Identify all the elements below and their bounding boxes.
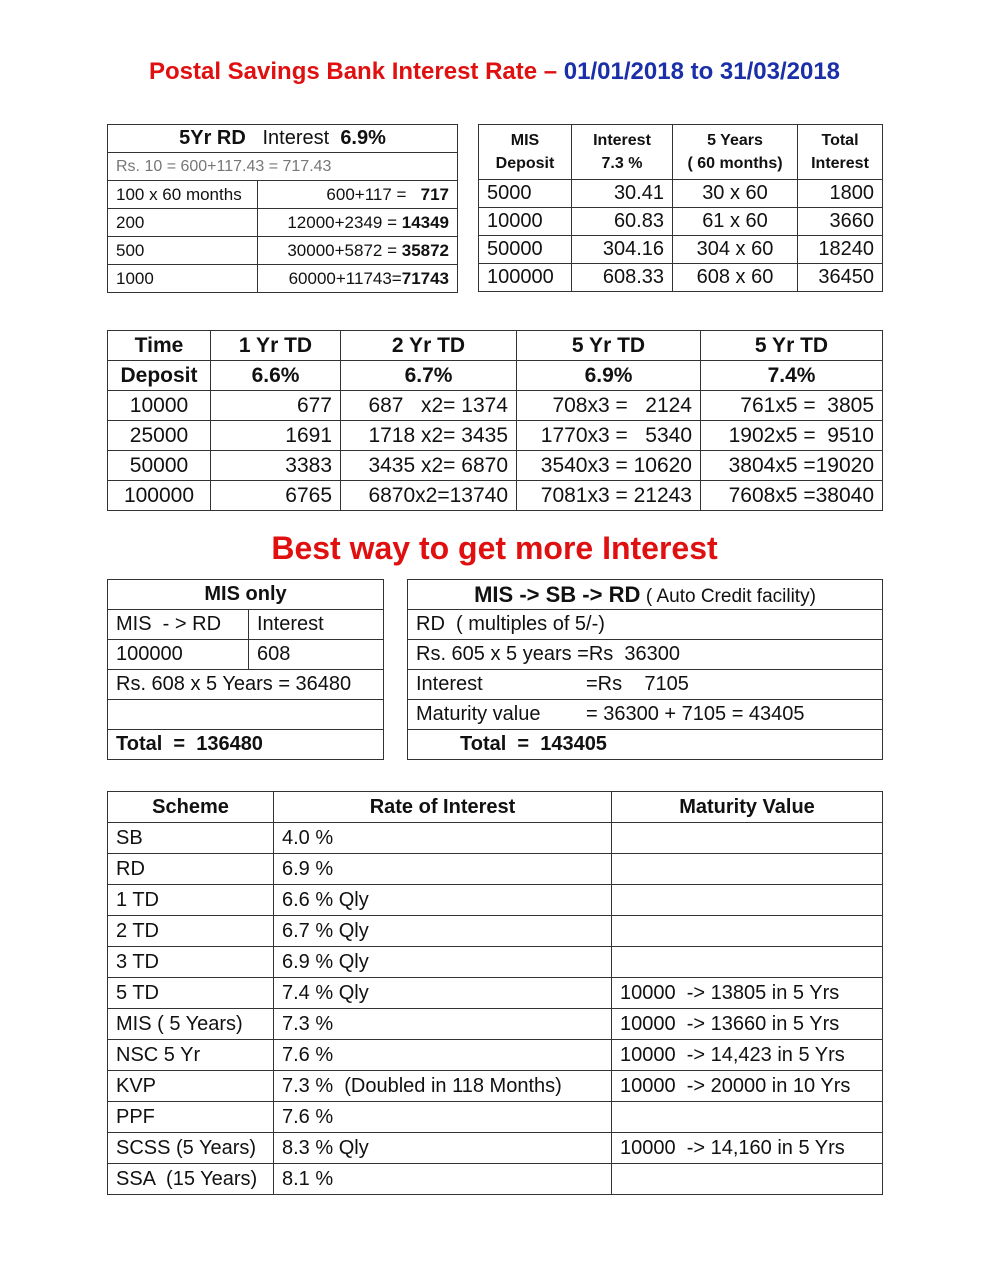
- scheme-maturity: [612, 854, 883, 885]
- table-row: [108, 916, 883, 947]
- table-row: [108, 391, 883, 421]
- td-header-row-2: [108, 361, 883, 391]
- td-cell: 1902x5 = 9510: [701, 421, 883, 451]
- td-cell: 25000: [108, 421, 211, 451]
- scheme-rate: 6.9 % Qly: [274, 947, 612, 978]
- table-row: [479, 208, 883, 236]
- mis-cell-deposit: 10000: [479, 208, 572, 236]
- rd-row-total: 71743: [401, 268, 450, 288]
- td-cell: 6870x2=13740: [341, 481, 517, 511]
- auto-line: Rs. 605 x 5 years =Rs 36300: [408, 640, 883, 670]
- scheme-maturity: [612, 823, 883, 854]
- rd-row-value: [258, 265, 458, 293]
- mis-header-total: [798, 125, 883, 180]
- auto-subtitle: ( Auto Credit facility): [645, 585, 816, 607]
- rd-header-rate: 6.9%: [340, 127, 386, 149]
- rd-header-row: [108, 125, 458, 153]
- table-row: [108, 610, 384, 640]
- mis-only-title: MIS only: [108, 580, 384, 610]
- mis-only-col1: MIS - > RD: [108, 610, 249, 640]
- mis-only-col2: Interest: [249, 610, 384, 640]
- table-row: [108, 481, 883, 511]
- td-cell: 708x3 = 2124: [517, 391, 701, 421]
- table-row: [108, 265, 458, 293]
- td-header-row-1: [108, 331, 883, 361]
- table-row: [479, 236, 883, 264]
- rd-row-label: 500: [108, 237, 258, 265]
- table-row: [108, 854, 883, 885]
- scheme-header-row: [108, 792, 883, 823]
- td-header-cell: 6.6%: [211, 361, 341, 391]
- td-cell: 3540x3 = 10620: [517, 451, 701, 481]
- mis-header-l2: ( 60 months): [687, 155, 783, 172]
- td-header-cell: 6.9%: [517, 361, 701, 391]
- scheme-maturity: 10000 -> 14,160 in 5 Yrs: [612, 1133, 883, 1164]
- scheme-header-cell: Maturity Value: [612, 792, 883, 823]
- table-row: [108, 1040, 883, 1071]
- td-cell: 1718 x2= 3435: [341, 421, 517, 451]
- rd-row-calc: 60000+11743=: [288, 268, 402, 288]
- mis-cell-total: 36450: [798, 264, 883, 292]
- auto-interest-value: =Rs 7105: [586, 673, 689, 695]
- rd-row-label: 100 x 60 months: [108, 181, 258, 209]
- rd-row-calc: 600+117 =: [326, 184, 407, 204]
- mis-only-amount: 100000: [108, 640, 249, 670]
- mis-header-l2: 7.3 %: [601, 155, 643, 172]
- rd-row-value: [258, 209, 458, 237]
- td-cell: 761x5 = 3805: [701, 391, 883, 421]
- table-row: [408, 670, 883, 700]
- auto-title-cell: [408, 580, 883, 610]
- mis-only-title-row: [108, 580, 384, 610]
- mis-cell-years: 304 x 60: [673, 236, 798, 264]
- scheme-rate: 4.0 %: [274, 823, 612, 854]
- td-header-cell: 6.7%: [341, 361, 517, 391]
- scheme-rate: 7.3 % (Doubled in 118 Months): [274, 1071, 612, 1102]
- table-row: [108, 421, 883, 451]
- mis-cell-interest: 30.41: [572, 180, 673, 208]
- page-title: [0, 58, 989, 86]
- scheme-rate: 6.9 %: [274, 854, 612, 885]
- auto-credit-table: [407, 579, 883, 760]
- rd-row-total: 35872: [401, 240, 450, 260]
- title-main: Postal Savings Bank Interest Rate: [148, 58, 538, 85]
- rd-header-cell: [108, 125, 458, 153]
- td-cell: 3435 x2= 6870: [341, 451, 517, 481]
- mis-cell-deposit: 50000: [479, 236, 572, 264]
- title-period: 01/01/2018 to 31/03/2018: [563, 58, 841, 85]
- rd-note-row: [108, 153, 458, 181]
- scheme-name: SCSS (5 Years): [108, 1133, 274, 1164]
- mis-header-deposit: [479, 125, 572, 180]
- td-cell: 687 x2= 1374: [341, 391, 517, 421]
- mis-cell-total: 3660: [798, 208, 883, 236]
- table-row: [408, 610, 883, 640]
- mis-header-l2: Interest: [811, 155, 869, 172]
- auto-interest-line: [408, 670, 883, 700]
- scheme-name: RD: [108, 854, 274, 885]
- scheme-maturity: [612, 947, 883, 978]
- mis-cell-years: 30 x 60: [673, 180, 798, 208]
- auto-interest-label: Interest: [416, 673, 483, 695]
- table-row: [108, 978, 883, 1009]
- scheme-maturity: 10000 -> 13805 in 5 Yrs: [612, 978, 883, 1009]
- table-row: [108, 451, 883, 481]
- table-row: [108, 823, 883, 854]
- scheme-name: 3 TD: [108, 947, 274, 978]
- table-row: [408, 640, 883, 670]
- td-cell: 677: [211, 391, 341, 421]
- table-row: [108, 1164, 883, 1195]
- scheme-rate: 7.3 %: [274, 1009, 612, 1040]
- table-row: [108, 1009, 883, 1040]
- table-row: [108, 1133, 883, 1164]
- scheme-maturity: [612, 885, 883, 916]
- rd-row-label: 1000: [108, 265, 258, 293]
- auto-line: RD ( multiples of 5/-): [408, 610, 883, 640]
- table-row: [108, 237, 458, 265]
- mis-header-row: [479, 125, 883, 180]
- mis-header-l1: 5 Years: [707, 132, 763, 149]
- scheme-maturity: [612, 1164, 883, 1195]
- scheme-name: 2 TD: [108, 916, 274, 947]
- scheme-maturity: 10000 -> 14,423 in 5 Yrs: [612, 1040, 883, 1071]
- rd-row-calc: 30000+5872 =: [287, 240, 397, 260]
- td-cell: 6765: [211, 481, 341, 511]
- table-row: [408, 730, 883, 760]
- scheme-rate: 7.6 %: [274, 1040, 612, 1071]
- table-row: [479, 264, 883, 292]
- title-dash: –: [537, 58, 564, 85]
- mis-cell-years: 61 x 60: [673, 208, 798, 236]
- mis-only-table: [107, 579, 384, 760]
- scheme-maturity: [612, 916, 883, 947]
- mis-cell-deposit: 5000: [479, 180, 572, 208]
- auto-maturity-label: Maturity value: [416, 703, 541, 725]
- rd-header-interest-label: Interest: [262, 127, 330, 149]
- table-row: [108, 1071, 883, 1102]
- scheme-rate: 6.6 % Qly: [274, 885, 612, 916]
- td-cell: 1770x3 = 5340: [517, 421, 701, 451]
- scheme-maturity: [612, 1102, 883, 1133]
- table-row: [108, 209, 458, 237]
- rd-table: [107, 124, 458, 293]
- scheme-maturity: 10000 -> 20000 in 10 Yrs: [612, 1071, 883, 1102]
- table-row: [108, 700, 384, 730]
- table-row: [108, 670, 384, 700]
- mis-only-total: Total = 136480: [108, 730, 384, 760]
- td-header-cell: 2 Yr TD: [341, 331, 517, 361]
- mis-only-empty: [108, 700, 384, 730]
- scheme-rate: 7.6 %: [274, 1102, 612, 1133]
- mis-header-years: [673, 125, 798, 180]
- mis-cell-interest: 60.83: [572, 208, 673, 236]
- mis-cell-total: 1800: [798, 180, 883, 208]
- td-cell: 1691: [211, 421, 341, 451]
- scheme-name: SSA (15 Years): [108, 1164, 274, 1195]
- scheme-header-cell: Rate of Interest: [274, 792, 612, 823]
- td-cell: 7081x3 = 21243: [517, 481, 701, 511]
- td-header-cell: Time: [108, 331, 211, 361]
- td-header-cell: 1 Yr TD: [211, 331, 341, 361]
- scheme-name: KVP: [108, 1071, 274, 1102]
- scheme-name: PPF: [108, 1102, 274, 1133]
- auto-total: Total = 143405: [408, 730, 883, 760]
- mis-header-l2: Deposit: [495, 155, 555, 172]
- table-row: [108, 730, 384, 760]
- rd-row-calc: 12000+2349 =: [287, 212, 397, 232]
- td-cell: 3804x5 =19020: [701, 451, 883, 481]
- time-deposit-table: [107, 330, 883, 511]
- scheme-rate: 6.7 % Qly: [274, 916, 612, 947]
- table-row: [108, 181, 458, 209]
- auto-maturity-line: [408, 700, 883, 730]
- mis-cell-interest: 304.16: [572, 236, 673, 264]
- mis-cell-years: 608 x 60: [673, 264, 798, 292]
- mis-header-l1: Interest: [593, 132, 651, 149]
- rd-row-total: 14349: [401, 212, 450, 232]
- table-row: [479, 180, 883, 208]
- rd-note: Rs. 10 = 600+117.43 = 717.43: [108, 153, 458, 181]
- scheme-name: SB: [108, 823, 274, 854]
- table-row: [108, 640, 384, 670]
- mis-only-calc: Rs. 608 x 5 Years = 36480: [108, 670, 384, 700]
- scheme-header-cell: Scheme: [108, 792, 274, 823]
- auto-title: MIS -> SB -> RD: [474, 581, 641, 607]
- td-header-cell: 7.4%: [701, 361, 883, 391]
- mis-deposit-table: [478, 124, 883, 292]
- rd-row-value: [258, 181, 458, 209]
- scheme-name: NSC 5 Yr: [108, 1040, 274, 1071]
- table-row: [108, 947, 883, 978]
- scheme-rate: 8.3 % Qly: [274, 1133, 612, 1164]
- td-cell: 3383: [211, 451, 341, 481]
- rd-row-total: 717: [420, 184, 450, 204]
- rd-row-label: 200: [108, 209, 258, 237]
- td-header-cell: 5 Yr TD: [517, 331, 701, 361]
- mis-cell-deposit: 100000: [479, 264, 572, 292]
- mis-only-interest: 608: [249, 640, 384, 670]
- scheme-name: MIS ( 5 Years): [108, 1009, 274, 1040]
- scheme-rate: 7.4 % Qly: [274, 978, 612, 1009]
- mis-cell-total: 18240: [798, 236, 883, 264]
- scheme-name: 5 TD: [108, 978, 274, 1009]
- rd-row-value: [258, 237, 458, 265]
- best-way-heading: Best way to get more Interest: [271, 530, 718, 566]
- rd-header-label: 5Yr RD: [179, 127, 246, 149]
- mis-header-l1: Total: [821, 132, 859, 149]
- td-header-cell: 5 Yr TD: [701, 331, 883, 361]
- scheme-maturity: 10000 -> 13660 in 5 Yrs: [612, 1009, 883, 1040]
- mis-header-l1: MIS: [510, 132, 540, 149]
- scheme-table: [107, 791, 883, 1195]
- td-header-cell: Deposit: [108, 361, 211, 391]
- td-cell: 100000: [108, 481, 211, 511]
- scheme-rate: 8.1 %: [274, 1164, 612, 1195]
- scheme-name: 1 TD: [108, 885, 274, 916]
- td-cell: 7608x5 =38040: [701, 481, 883, 511]
- mis-cell-interest: 608.33: [572, 264, 673, 292]
- auto-title-row: [408, 580, 883, 610]
- td-cell: 50000: [108, 451, 211, 481]
- table-row: [108, 1102, 883, 1133]
- td-cell: 10000: [108, 391, 211, 421]
- mis-header-interest: [572, 125, 673, 180]
- table-row: [408, 700, 883, 730]
- auto-maturity-value: = 36300 + 7105 = 43405: [586, 703, 805, 725]
- table-row: [108, 885, 883, 916]
